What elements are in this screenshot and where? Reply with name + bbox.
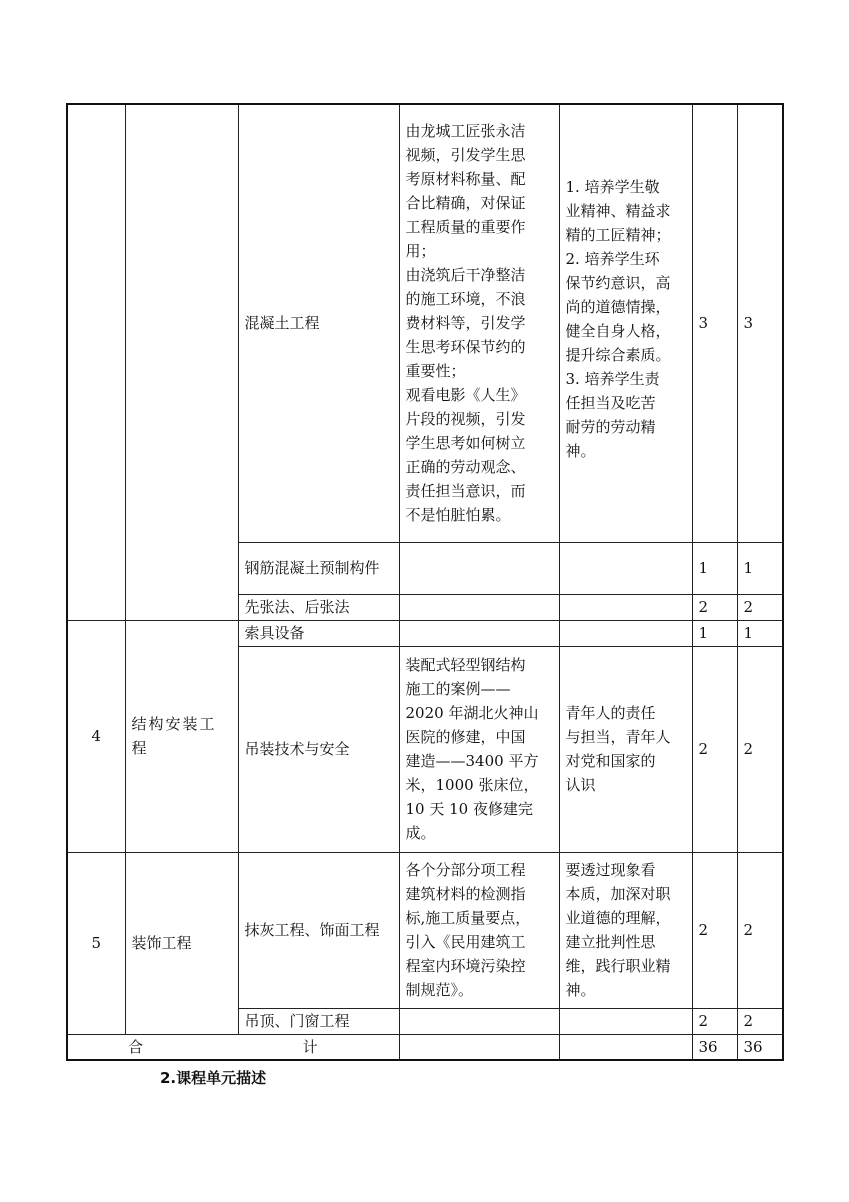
cell-text-line: 程室内环境污染控 xyxy=(405,957,526,975)
cell-text-line: 维，践行职业精 xyxy=(565,957,671,975)
cell-text-line: 业道德的理解， xyxy=(565,909,671,927)
cell-no-blank xyxy=(67,104,125,620)
cell-text-line: 精的工匠精神； xyxy=(565,226,671,244)
cell-case-empty xyxy=(399,620,559,646)
cell-unit-blank xyxy=(125,104,238,620)
cell-unit: 装饰工程 xyxy=(125,852,238,1034)
cell-hours: 2 xyxy=(737,594,783,620)
cell-text-line: 建造——3400 平方 xyxy=(405,752,539,770)
cell-text-line: 不是怕脏怕累。 xyxy=(405,506,511,525)
cell-case-empty xyxy=(399,1008,559,1034)
cell-topic: 抹灰工程、饰面工程 xyxy=(238,852,399,1008)
cell-goal-empty xyxy=(559,594,692,620)
cell-hours: 2 xyxy=(692,594,737,620)
cell-text-line: 观看电影《人生》 xyxy=(405,386,526,405)
cell-text-line: 医院的修建，中国 xyxy=(405,728,526,746)
cell-text-line: 保节约意识，高 xyxy=(565,274,671,292)
cell-text-line: 建立批判性思 xyxy=(565,933,656,951)
cell-text-line: 片段的视频，引发 xyxy=(405,410,526,429)
cell-text-line: 业精神、精益求 xyxy=(565,202,671,220)
cell-topic: 混凝土工程 xyxy=(238,104,399,542)
cell-text-line: 10 天 10 夜修建完 xyxy=(405,800,533,818)
cell-text-line: 费材料等，引发学 xyxy=(405,314,526,333)
cell-text-line: 建筑材料的检测指 xyxy=(405,885,526,903)
cell-text-line: 健全自身人格， xyxy=(565,322,671,340)
cell-case-empty xyxy=(399,1034,559,1060)
cell-text-line: 生思考环保节约的 xyxy=(405,338,526,357)
cell-text-line: 各个分部分项工程 xyxy=(405,861,526,879)
table-row-total xyxy=(67,1034,783,1060)
cell-text-line: 重要性； xyxy=(405,362,466,381)
table-row-rigging xyxy=(67,620,783,646)
cell-hours: 1 xyxy=(692,620,737,646)
cell-hours: 3 xyxy=(692,104,737,542)
cell-text-line: 米，1000 张床位， xyxy=(405,776,539,794)
cell-text-line: 用； xyxy=(405,242,436,261)
cell-case-empty xyxy=(399,542,559,594)
cell-topic: 钢筋混凝土预制构件 xyxy=(238,542,399,594)
cell-text-line: 责任担当意识，而 xyxy=(405,482,526,501)
cell-text-line: 由龙城工匠张永洁 xyxy=(405,122,526,141)
cell-text-line: 工程质量的重要作 xyxy=(405,218,526,237)
cell-text-line: 神。 xyxy=(565,442,596,460)
cell-text-line: 正确的劳动观念、 xyxy=(405,458,526,477)
cell-no: 5 xyxy=(67,852,125,1034)
cell-text-line: 1. 培养学生敬 xyxy=(565,178,660,196)
cell-text-line: 本质，加深对职 xyxy=(565,885,671,903)
section-heading: 2.课程单元描述 xyxy=(160,1069,267,1087)
cell-text-line: 青年人的责任 xyxy=(565,704,656,722)
cell-case xyxy=(399,646,559,852)
cell-no: 4 xyxy=(67,620,125,852)
cell-goal-empty xyxy=(559,542,692,594)
cell-text-line: 耐劳的劳动精 xyxy=(565,418,656,436)
cell-text-line: 2020 年湖北火神山 xyxy=(405,704,539,722)
cell-text-line: 的施工环境，不浪 xyxy=(405,290,526,309)
cell-text-line: 3. 培养学生责 xyxy=(565,370,660,388)
cell-text-line: 要透过现象看 xyxy=(565,861,656,879)
cell-hours: 36 xyxy=(692,1034,737,1060)
cell-topic: 吊装技术与安全 xyxy=(238,646,399,852)
table-row-concrete xyxy=(67,104,783,542)
cell-text-line: 施工的案例—— xyxy=(405,680,511,698)
table-row-plaster xyxy=(67,852,783,1008)
cell-topic: 索具设备 xyxy=(238,620,399,646)
cell-hours: 2 xyxy=(737,646,783,852)
cell-text-line: 标,施工质量要点， xyxy=(405,909,531,927)
cell-hours: 1 xyxy=(737,620,783,646)
cell-text-line: 2. 培养学生环 xyxy=(565,250,660,268)
cell-goal-empty xyxy=(559,620,692,646)
cell-text-line: 引入《民用建筑工 xyxy=(405,933,526,951)
cell-hours: 2 xyxy=(692,646,737,852)
cell-goal-empty xyxy=(559,1034,692,1060)
cell-hours: 36 xyxy=(737,1034,783,1060)
cell-text-line: 认识 xyxy=(565,776,596,794)
course-hours-table xyxy=(66,103,784,1061)
cell-goal xyxy=(559,104,692,542)
total-label xyxy=(67,1034,399,1060)
cell-text-line: 考原材料称量、配 xyxy=(405,170,526,189)
cell-case xyxy=(399,852,559,1008)
cell-text-line: 制规范》。 xyxy=(405,981,474,999)
cell-text-line: 与担当，青年人 xyxy=(565,728,671,746)
total-label-b: 计 xyxy=(302,1037,318,1056)
cell-goal-empty xyxy=(559,1008,692,1034)
cell-text-line: 装配式轻型钢结构 xyxy=(405,656,526,674)
cell-topic: 吊顶、门窗工程 xyxy=(238,1008,399,1034)
cell-text-line: 任担当及吃苦 xyxy=(565,394,656,412)
cell-case-empty xyxy=(399,594,559,620)
cell-hours: 2 xyxy=(737,1008,783,1034)
cell-text-line: 学生思考如何树立 xyxy=(405,434,526,453)
cell-hours: 2 xyxy=(737,852,783,1008)
cell-text-line: 提升综合素质。 xyxy=(565,346,671,364)
cell-hours: 3 xyxy=(737,104,783,542)
cell-hours: 1 xyxy=(737,542,783,594)
cell-hours: 2 xyxy=(692,1008,737,1034)
cell-topic: 先张法、后张法 xyxy=(238,594,399,620)
cell-text-line: 合比精确，对保证 xyxy=(405,194,526,213)
cell-text-line: 视频，引发学生思 xyxy=(405,146,526,165)
cell-hours: 2 xyxy=(692,852,737,1008)
cell-text-line: 由浇筑后干净整洁 xyxy=(405,266,526,285)
cell-text-line: 对党和国家的 xyxy=(565,752,656,770)
cell-case xyxy=(399,104,559,542)
cell-goal xyxy=(559,646,692,852)
cell-text-line: 神。 xyxy=(565,981,596,999)
cell-hours: 1 xyxy=(692,542,737,594)
cell-goal xyxy=(559,852,692,1008)
cell-text-line: 成。 xyxy=(405,824,436,842)
total-label-a: 合 xyxy=(128,1037,144,1056)
cell-unit: 结构安装工程 xyxy=(125,620,238,852)
cell-text-line: 尚的道德情操， xyxy=(565,298,671,316)
